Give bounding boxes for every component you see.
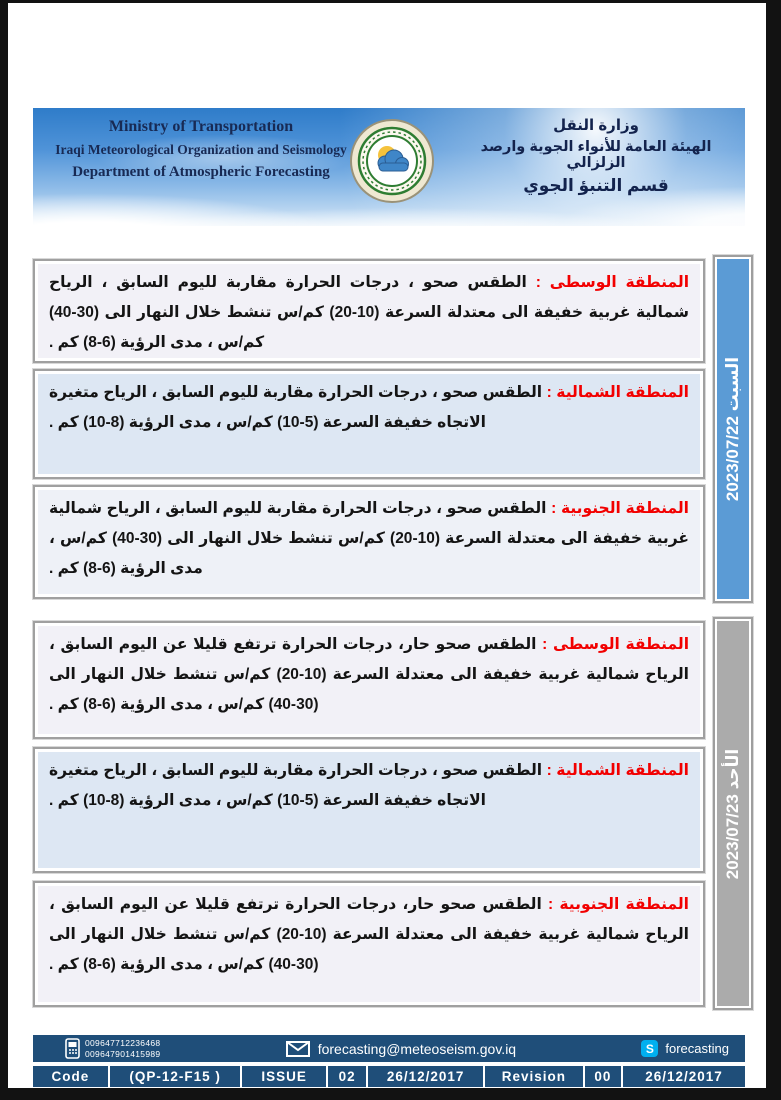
forecast-group-sunday xyxy=(33,617,753,1010)
department-title-ar: قسم التنبؤ الجوي xyxy=(523,176,669,195)
forecast-text: الطقس صحو ، درجات الحرارة مقاربة لليوم السابق ، الرياح متغيرة الاتجاه خفيفة السرعة (5-10) كم/س ، مدى الرؤية (8-10) كم . xyxy=(49,762,543,810)
forecast-southern-saturday xyxy=(33,485,705,599)
ministry-title-ar: وزارة النقل xyxy=(553,117,639,134)
code-value: (QP-12-F15 ) xyxy=(110,1066,243,1087)
forecast-text: الطقس صحو ، درجات الحرارة مقاربة لليوم السابق ، الرياح شمالية غربية خفيفة الى معتدلة السرعة (10-20) كم/س تنشط خلال النهار الى (30-40) كم/س ، مدى الرؤية (6-8) كم . xyxy=(49,274,690,352)
phone-block xyxy=(65,1038,160,1059)
header-arabic-block xyxy=(461,116,731,196)
region-label: المنطقة الشمالية : xyxy=(546,384,689,401)
forecast-central-saturday xyxy=(33,259,705,363)
footer-contact-bar xyxy=(33,1035,745,1062)
header-banner xyxy=(33,108,745,226)
date-tab-sunday xyxy=(713,617,753,1010)
bulletin-page xyxy=(8,3,766,1088)
forecast-text: الطقس صحو حار، درجات الحرارة ترتفع قليلا عن اليوم السابق ، الرياح شمالية غربية خفيفة الى معتدلة السرعة (10-20) كم/س تنشط خلال النهار الى (30-40) كم/س ، مدى الرؤية (6-8) كم . xyxy=(49,636,689,714)
forecast-central-sunday xyxy=(33,621,705,739)
mobile-phone-icon xyxy=(65,1038,80,1059)
date-tab-saturday xyxy=(713,255,753,603)
issue-date: 26/12/2017 xyxy=(368,1066,485,1087)
header-english-block xyxy=(51,118,351,181)
department-title-en: Department of Atmospheric Forecasting xyxy=(72,164,330,180)
issue-label: ISSUE xyxy=(242,1066,328,1087)
skype-block xyxy=(641,1040,729,1057)
forecast-text: الطقس صحو ، درجات الحرارة مقاربة لليوم السابق ، الرياح شمالية غربية خفيفة الى معتدلة السرعة (10-20) كم/س تنشط خلال النهار الى (30-40) كم/س ، مدى الرؤية (6-8) كم . xyxy=(49,500,689,578)
revision-number: 00 xyxy=(585,1066,624,1087)
issue-number: 02 xyxy=(328,1066,368,1087)
phone-number-2: 009647901415989 xyxy=(85,1048,161,1059)
phone-number-1: 009647712236468 xyxy=(85,1037,161,1048)
document-control-row xyxy=(33,1064,745,1087)
region-label: المنطقة الوسطى : xyxy=(542,636,690,653)
organization-title-en: Iraqi Meteorological Organization and Seismology xyxy=(55,142,347,157)
forecast-group-saturday xyxy=(33,255,753,603)
ministry-title-en: Ministry of Transportation xyxy=(108,118,294,135)
region-label: المنطقة الجنوبية : xyxy=(548,896,689,913)
forecast-southern-sunday xyxy=(33,881,705,1007)
organization-title-ar: الهيئة العامة للأنواء الجوية وارصد الزلزالي xyxy=(480,139,712,171)
email-address: forecasting@meteoseism.gov.iq xyxy=(317,1040,517,1057)
date-tab-label: السبت 2023/07/22 xyxy=(723,356,743,502)
organization-seal-icon xyxy=(349,118,435,204)
forecast-text: الطقس صحو ، درجات الحرارة مقاربة لليوم السابق ، الرياح متغيرة الاتجاه خفيفة السرعة (5-10) كم/س ، مدى الرؤية (8-10) كم . xyxy=(49,384,543,432)
forecast-northern-saturday xyxy=(33,369,705,479)
forecast-northern-sunday xyxy=(33,747,705,873)
region-label: المنطقة الجنوبية : xyxy=(551,500,689,517)
revision-label: Revision xyxy=(485,1066,584,1087)
envelope-icon xyxy=(286,1041,310,1057)
date-tab-label: الأحد 2023/07/23 xyxy=(723,748,743,879)
code-label: Code xyxy=(33,1066,110,1087)
skype-handle: forecasting xyxy=(665,1041,729,1056)
region-label: المنطقة الوسطى : xyxy=(535,274,690,291)
skype-icon: S xyxy=(641,1040,658,1057)
email-block xyxy=(286,1041,516,1057)
revision-date: 26/12/2017 xyxy=(645,1069,723,1084)
forecast-text: الطقس صحو حار، درجات الحرارة ترتفع قليلا عن اليوم السابق ، الرياح شمالية غربية خفيفة الى معتدلة السرعة (10-20) كم/س تنشط خلال النهار الى (30-40) كم/س ، مدى الرؤية (6-8) كم . xyxy=(49,896,689,974)
region-label: المنطقة الشمالية : xyxy=(546,762,689,779)
